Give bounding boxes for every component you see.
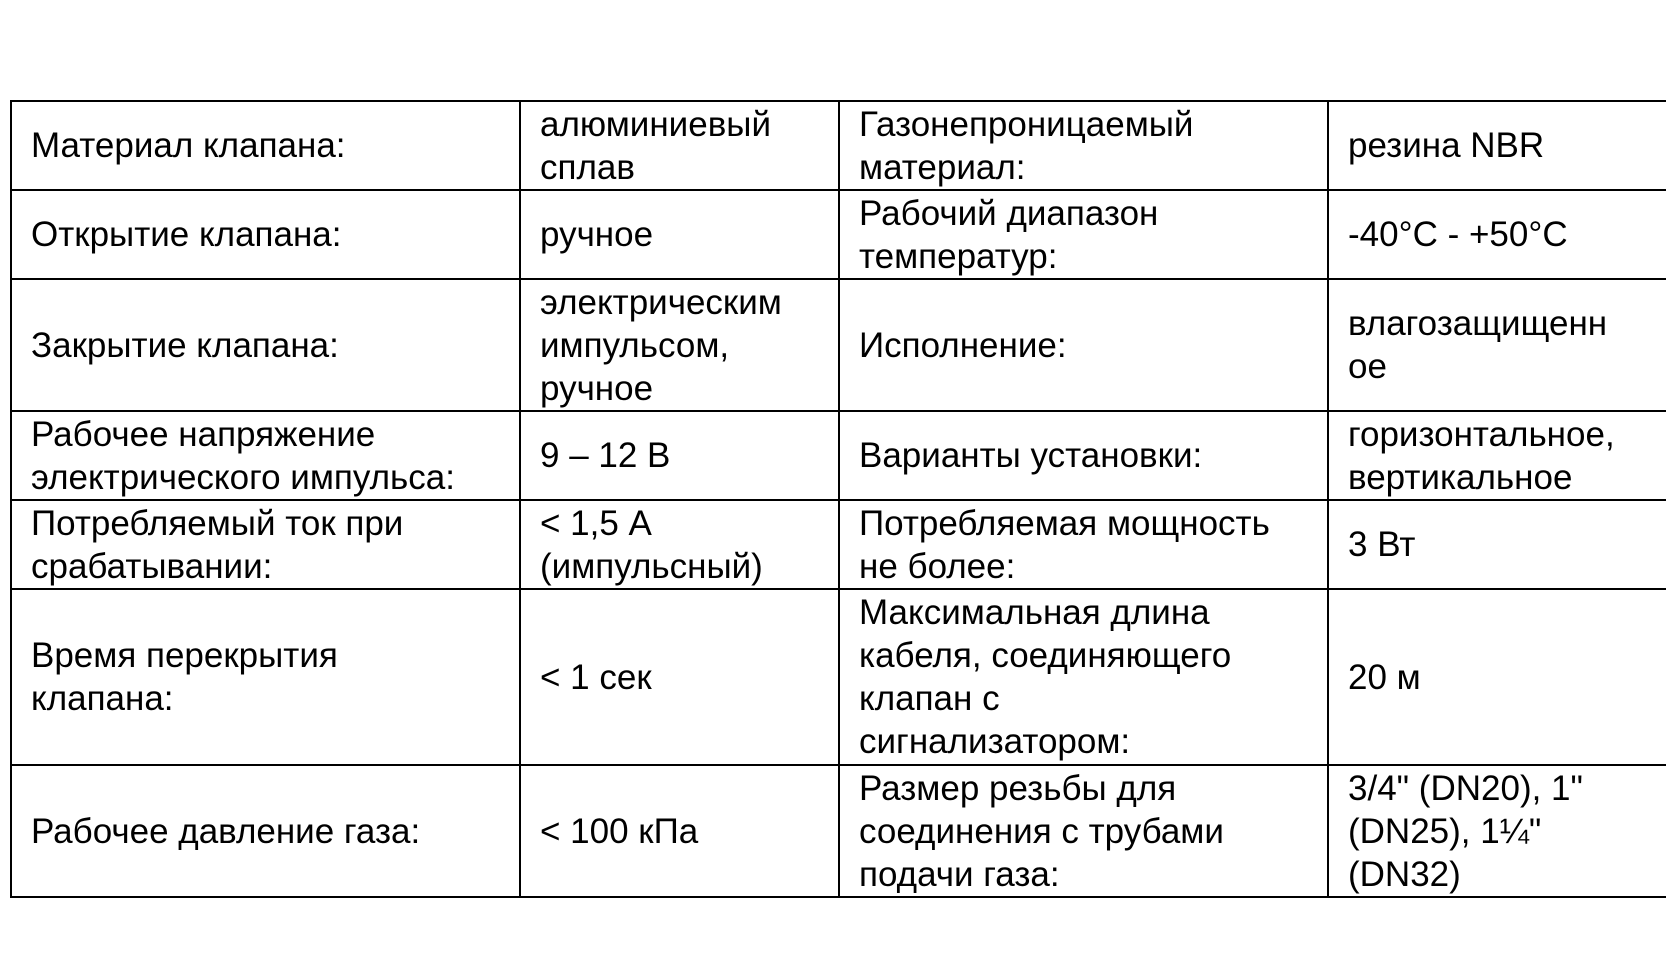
spec-label: Газонепроницаемый материал: xyxy=(839,101,1328,190)
spec-value: < 1,5 А (импульсный) xyxy=(520,500,839,589)
spec-value: горизонтальное, вертикальное xyxy=(1328,411,1666,500)
spec-label: Варианты установки: xyxy=(839,411,1328,500)
table-row xyxy=(11,190,1666,279)
spec-value: резина NBR xyxy=(1328,101,1666,190)
spec-value: влагозащищенн ое xyxy=(1328,279,1666,411)
spec-label: Рабочее давление газа: xyxy=(11,765,520,897)
table-row xyxy=(11,101,1666,190)
spec-label: Размер резьбы для соединения с трубами подачи газа: xyxy=(839,765,1328,897)
spec-label: Материал клапана: xyxy=(11,101,520,190)
spec-label: Исполнение: xyxy=(839,279,1328,411)
spec-value: 20 м xyxy=(1328,589,1666,765)
table-row xyxy=(11,589,1666,765)
spec-value: 3/4" (DN20), 1" (DN25), 1¼" (DN32) xyxy=(1328,765,1666,897)
spec-value: 3 Вт xyxy=(1328,500,1666,589)
spec-value: алюминиевый сплав xyxy=(520,101,839,190)
spec-value: < 100 кПа xyxy=(520,765,839,897)
spec-value: ручное xyxy=(520,190,839,279)
spec-label: Максимальная длина кабеля, соединяющего клапан с сигнализатором: xyxy=(839,589,1328,765)
table-row xyxy=(11,279,1666,411)
table-row xyxy=(11,500,1666,589)
table-row xyxy=(11,765,1666,897)
spec-value: < 1 сек xyxy=(520,589,839,765)
spec-label: Рабочее напряжение электрического импульса: xyxy=(11,411,520,500)
spec-value: электрическим импульсом, ручное xyxy=(520,279,839,411)
spec-label: Закрытие клапана: xyxy=(11,279,520,411)
spec-table xyxy=(10,100,1666,898)
table-row xyxy=(11,411,1666,500)
spec-label: Потребляемая мощность не более: xyxy=(839,500,1328,589)
spec-value: 9 – 12 В xyxy=(520,411,839,500)
spec-label: Время перекрытия клапана: xyxy=(11,589,520,765)
spec-label: Рабочий диапазон температур: xyxy=(839,190,1328,279)
spec-label: Потребляемый ток при срабатывании: xyxy=(11,500,520,589)
spec-value: -40°С - +50°С xyxy=(1328,190,1666,279)
spec-label: Открытие клапана: xyxy=(11,190,520,279)
